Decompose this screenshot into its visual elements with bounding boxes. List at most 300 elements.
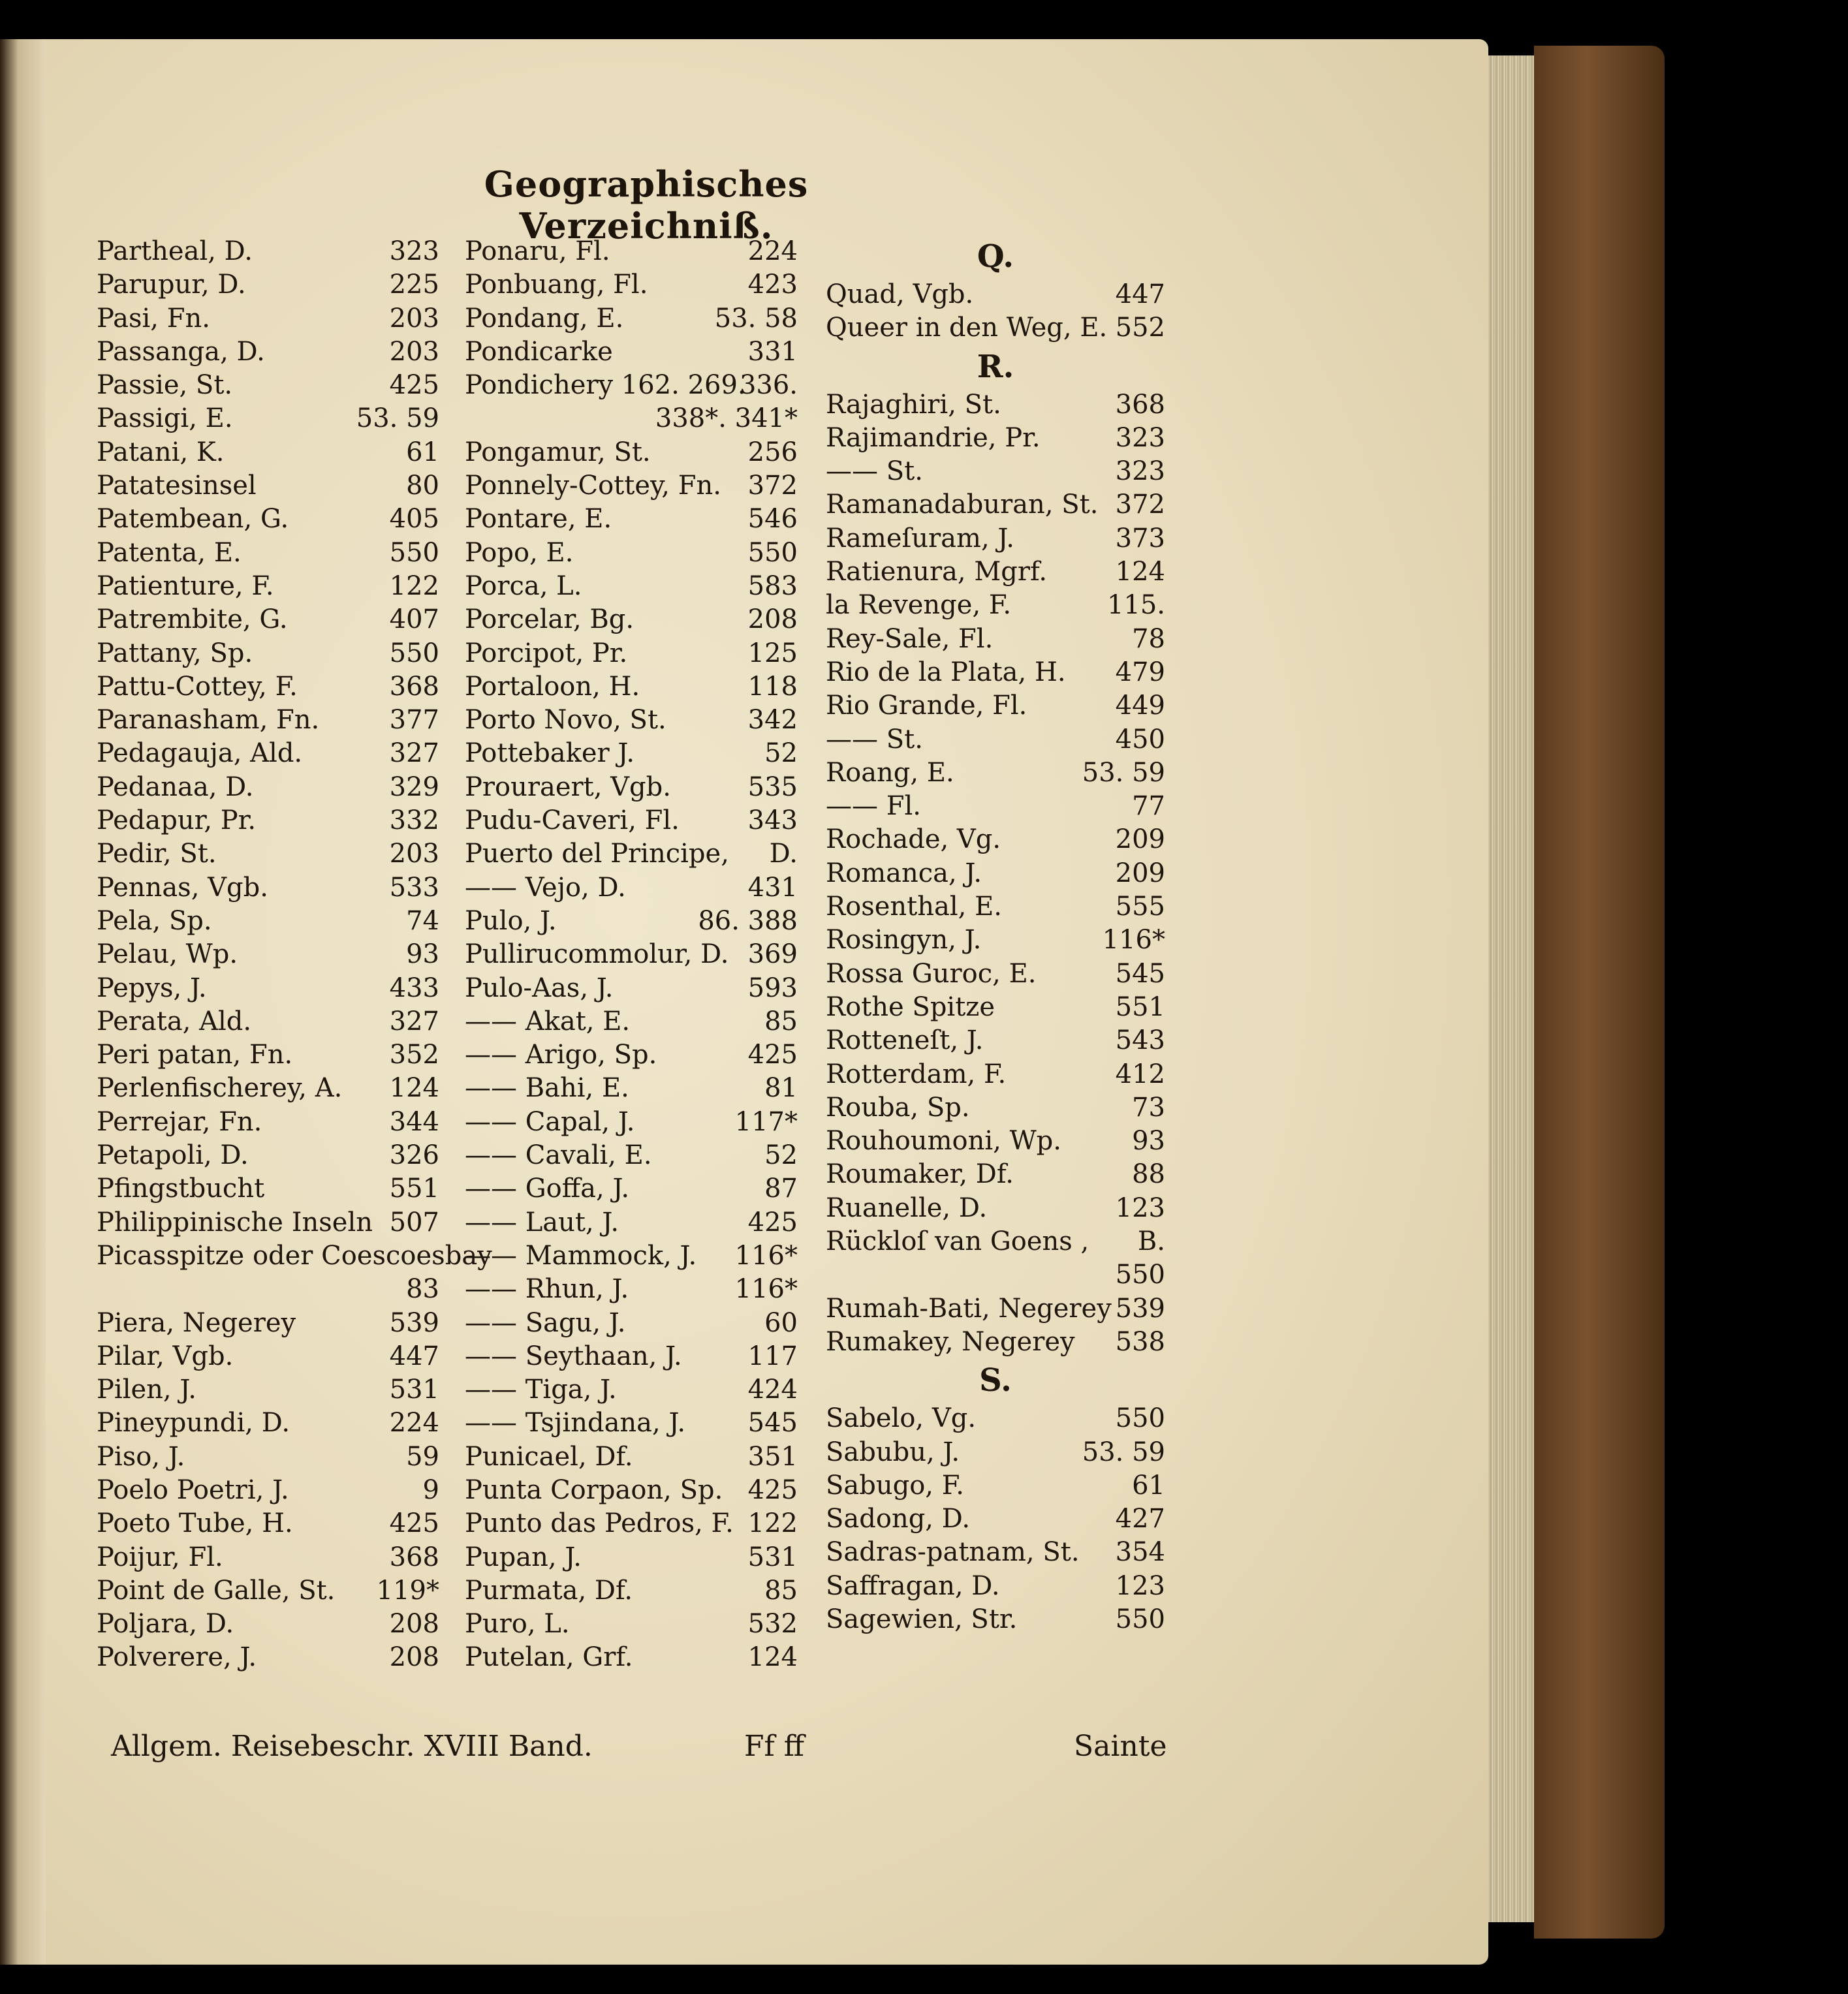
- index-entry: [465, 436, 798, 469]
- index-entry: [465, 537, 798, 570]
- entry-page-number: 203: [389, 336, 439, 367]
- index-entry: [465, 335, 798, 369]
- entry-place-name: Sabubu, J.: [826, 1437, 960, 1467]
- entry-place-name: Pilen, J.: [97, 1375, 197, 1405]
- entry-page-number: 118: [747, 671, 798, 702]
- entry-page-number: 124: [389, 1073, 439, 1104]
- index-entry: [97, 402, 439, 435]
- entry-place-name: Porcelar, Bg.: [465, 604, 634, 635]
- entry-page-number: 407: [389, 604, 439, 635]
- entry-place-name: Punto das Pedros, F.: [465, 1508, 734, 1539]
- entry-page-number: 352: [389, 1040, 439, 1070]
- entry-page-number: 85: [764, 1006, 798, 1036]
- entry-page-number: 323: [1115, 422, 1165, 453]
- entry-page-number: 115.: [1106, 590, 1165, 621]
- entry-place-name: Rochade, Vg.: [826, 824, 1001, 855]
- entry-page-number: 73: [1132, 1092, 1165, 1123]
- index-entry: [826, 1292, 1165, 1326]
- entry-page-number: 507: [389, 1207, 439, 1238]
- entry-place-name: Pineypundi, D.: [97, 1408, 290, 1439]
- entry-place-name: —— Goffa, J.: [465, 1174, 630, 1204]
- entry-page-number: 531: [747, 1542, 798, 1572]
- index-entry: [97, 1340, 439, 1373]
- entry-place-name: —— St.: [826, 724, 923, 755]
- entry-page-number: 551: [1115, 991, 1165, 1022]
- index-entry: [826, 723, 1165, 756]
- entry-place-name: Pasi, Fn.: [97, 303, 210, 334]
- index-entry: [97, 537, 439, 570]
- entry-page-number: 52: [764, 1140, 798, 1171]
- index-entry: [97, 670, 439, 704]
- entry-page-number: 93: [1132, 1126, 1165, 1157]
- entry-page-number: 203: [389, 303, 439, 334]
- index-entry: [97, 369, 439, 402]
- entry-place-name: Philippinische Inseln: [97, 1207, 373, 1238]
- entry-place-name: Sadong, D.: [826, 1504, 971, 1534]
- entry-place-name: Peri patan, Fn.: [97, 1040, 293, 1070]
- index-entry: [97, 335, 439, 369]
- entry-page-number: 539: [389, 1307, 439, 1338]
- entry-page-number: 203: [389, 839, 439, 869]
- index-entry: [465, 1474, 798, 1507]
- index-entry: [97, 972, 439, 1005]
- index-entry: [465, 1072, 798, 1105]
- index-entry: [826, 1024, 1165, 1057]
- index-entry: [97, 302, 439, 335]
- entry-page-number: 377: [389, 705, 439, 736]
- index-entry: [97, 637, 439, 670]
- entry-page-number: 77: [1132, 791, 1165, 822]
- entry-place-name: Rumah-Bati, Negerey: [826, 1293, 1112, 1324]
- index-entry: [465, 402, 798, 435]
- entry-place-name: Pennas, Vgb.: [97, 872, 268, 903]
- entry-page-number: 209: [1115, 824, 1165, 855]
- entry-place-name: Puerto del Principe,: [465, 839, 729, 869]
- index-entry: [465, 1373, 798, 1407]
- index-entry: [465, 938, 798, 971]
- entry-place-name: Patatesinsel: [97, 471, 257, 501]
- index-entry: [826, 1158, 1165, 1191]
- index-entry: [826, 555, 1165, 589]
- index-entry: [97, 1541, 439, 1574]
- entry-page-number: 351: [747, 1441, 798, 1472]
- entry-place-name: —— Capal, J.: [465, 1106, 635, 1137]
- index-entry: [826, 958, 1165, 991]
- entry-page-number: 545: [747, 1408, 798, 1439]
- entry-place-name: Pulo-Aas, J.: [465, 973, 614, 1003]
- entry-place-name: Pupan, J.: [465, 1542, 582, 1572]
- entry-page-number: 332: [389, 805, 439, 836]
- index-entry: [826, 455, 1165, 488]
- entry-page-number: 88: [1132, 1159, 1165, 1190]
- entry-place-name: Partheal, D.: [97, 236, 253, 266]
- entry-page-number: 331: [747, 336, 798, 367]
- index-entry: [465, 737, 798, 770]
- entry-place-name: Rajimandrie, Pr.: [826, 422, 1041, 453]
- index-entry: [465, 1106, 798, 1139]
- entry-page-number: 550: [389, 638, 439, 668]
- entry-place-name: Poelo Poetri, J.: [97, 1474, 289, 1505]
- index-entry: [465, 1641, 798, 1674]
- entry-page-number: 86. 388: [698, 905, 798, 936]
- entry-place-name: Perrejar, Fn.: [97, 1106, 262, 1137]
- index-entry: [826, 689, 1165, 723]
- index-entry: [826, 1091, 1165, 1125]
- entry-place-name: Sabelo, Vg.: [826, 1403, 977, 1434]
- entry-place-name: Queer in den Weg, E.: [826, 313, 1108, 343]
- index-entry: [97, 1273, 439, 1306]
- entry-page-number: 369: [747, 939, 798, 970]
- entry-page-number: 368: [1115, 389, 1165, 420]
- entry-page-number: 124: [1115, 557, 1165, 587]
- entry-page-number: 425: [747, 1040, 798, 1070]
- entry-place-name: —— Mammock, J.: [465, 1240, 697, 1271]
- entry-page-number: 338*. 341*: [655, 403, 798, 434]
- index-entry: [97, 1407, 439, 1440]
- index-entry: [465, 1005, 798, 1038]
- index-entry: [826, 890, 1165, 924]
- entry-page-number: 81: [764, 1073, 798, 1104]
- entry-page-number: 117: [747, 1341, 798, 1371]
- index-entry: [826, 756, 1165, 790]
- entry-page-number: 342: [747, 705, 798, 736]
- entry-place-name: Petapoli, D.: [97, 1140, 249, 1171]
- index-entry: [97, 905, 439, 938]
- entry-place-name: —— Cavali, E.: [465, 1140, 652, 1171]
- index-entry: [97, 1608, 439, 1641]
- index-entry: [465, 1407, 798, 1440]
- entry-page-number: 327: [389, 738, 439, 769]
- entry-place-name: Porcipot, Pr.: [465, 638, 628, 668]
- index-entry: [465, 1172, 798, 1206]
- entry-place-name: Pudu-Caveri, Fl.: [465, 805, 680, 836]
- index-entry: [97, 1641, 439, 1674]
- entry-place-name: Pfingstbucht: [97, 1174, 265, 1204]
- book-cover-edge: [1534, 46, 1665, 1939]
- entry-page-number: 124: [747, 1642, 798, 1673]
- entry-page-number: 123: [1115, 1570, 1165, 1601]
- index-letter-heading: R.: [977, 348, 1014, 385]
- entry-place-name: la Revenge, F.: [826, 590, 1012, 621]
- entry-page-number: 543: [1115, 1025, 1165, 1056]
- entry-place-name: Pilar, Vgb.: [97, 1341, 234, 1371]
- entry-place-name: Piera, Negerey: [97, 1307, 296, 1338]
- entry-page-number: 533: [389, 872, 439, 903]
- entry-place-name: Rameſuram, J.: [826, 523, 1015, 553]
- entry-page-number: 425: [389, 1508, 439, 1539]
- entry-page-number: 329: [389, 771, 439, 802]
- entry-page-number: 531: [389, 1375, 439, 1405]
- index-entry: [465, 1441, 798, 1474]
- index-entry: [97, 268, 439, 302]
- entry-page-number: 326: [389, 1140, 439, 1171]
- entry-page-number: 479: [1115, 657, 1165, 687]
- page-title: Geographisches Verzeichniß.: [484, 163, 809, 247]
- entry-place-name: —— Laut, J.: [465, 1207, 619, 1238]
- entry-page-number: 323: [389, 236, 439, 266]
- entry-place-name: Ponaru, Fl.: [465, 236, 610, 266]
- index-entry: [97, 837, 439, 871]
- entry-place-name: Putelan, Grf.: [465, 1642, 633, 1673]
- entry-page-number: 117*: [734, 1106, 798, 1137]
- index-column-3: [826, 235, 1165, 1636]
- entry-page-number: 552: [1115, 313, 1165, 343]
- entry-place-name: Pedapur, Pr.: [97, 805, 257, 836]
- footer-title: Allgem. Reisebeschr. XVIII Band.: [111, 1730, 593, 1763]
- index-entry: [97, 469, 439, 503]
- entry-place-name: Saffragan, D.: [826, 1570, 1000, 1601]
- index-entry: [465, 503, 798, 536]
- entry-place-name: Romanca, J.: [826, 858, 982, 888]
- entry-place-name: Paranasham, Fn.: [97, 705, 320, 736]
- entry-page-number: 535: [747, 771, 798, 802]
- index-entry: [826, 924, 1165, 957]
- entry-place-name: —— Tsjindana, J.: [465, 1408, 686, 1439]
- index-entry: [97, 436, 439, 469]
- entry-place-name: Pedanaa, D.: [97, 771, 254, 802]
- index-entry: [465, 603, 798, 636]
- entry-place-name: Rouba, Sp.: [826, 1092, 970, 1123]
- entry-place-name: Rio de la Plata, H.: [826, 657, 1066, 687]
- index-entry: [826, 1192, 1165, 1225]
- index-entry: [826, 1125, 1165, 1158]
- index-entry: [826, 1570, 1165, 1603]
- index-entry: [97, 1239, 492, 1273]
- index-entry: [826, 1225, 1165, 1258]
- entry-page-number: 208: [389, 1609, 439, 1640]
- index-entry: [826, 522, 1165, 555]
- index-entry: [465, 871, 798, 905]
- index-entry: [465, 771, 798, 804]
- entry-place-name: Roang, E.: [826, 757, 954, 788]
- index-entry: [465, 1139, 798, 1172]
- entry-page-number: 449: [1115, 691, 1165, 721]
- entry-place-name: Rio Grande, Fl.: [826, 691, 1027, 721]
- entry-page-number: 447: [1115, 279, 1165, 309]
- index-entry: [97, 1373, 439, 1407]
- entry-page-number: 425: [747, 1207, 798, 1238]
- entry-page-number: 209: [1115, 858, 1165, 888]
- entry-place-name: Portaloon, H.: [465, 671, 640, 702]
- entry-page-number: 545: [1115, 958, 1165, 989]
- entry-place-name: Ponbuang, Fl.: [465, 270, 648, 300]
- entry-page-number: 583: [747, 570, 798, 601]
- index-entry: [826, 1058, 1165, 1091]
- entry-place-name: Pattu-Cottey, F.: [97, 671, 298, 702]
- entry-page-number: 87: [764, 1174, 798, 1204]
- entry-place-name: Pelau, Wp.: [97, 939, 238, 970]
- index-entry: [465, 235, 798, 268]
- entry-page-number: 116*: [1102, 925, 1165, 956]
- entry-place-name: Punicael, Df.: [465, 1441, 633, 1472]
- index-entry: [465, 837, 798, 871]
- index-entry: [97, 1005, 439, 1038]
- entry-place-name: Passanga, D.: [97, 336, 265, 367]
- index-entry: [465, 268, 798, 302]
- entry-place-name: Patembean, G.: [97, 504, 289, 535]
- index-entry: [97, 235, 439, 268]
- entry-page-number: 555: [1115, 892, 1165, 922]
- index-entry: [465, 1541, 798, 1574]
- entry-page-number: 431: [747, 872, 798, 903]
- index-entry: [465, 1608, 798, 1641]
- index-entry: [97, 1172, 439, 1206]
- entry-place-name: Rosenthal, E.: [826, 892, 1002, 922]
- entry-place-name: Rückloſ van Goens ,: [826, 1226, 1089, 1257]
- index-entry: [465, 1239, 798, 1273]
- index-entry: [97, 804, 439, 837]
- index-entry: [465, 1206, 798, 1239]
- entry-place-name: —— Bahi, E.: [465, 1073, 629, 1104]
- index-entry: [97, 704, 439, 737]
- book-gutter: [0, 39, 46, 1965]
- entry-place-name: Rouhoumoni, Wp.: [826, 1126, 1061, 1157]
- index-entry: [97, 1139, 439, 1172]
- index-entry: [826, 589, 1165, 622]
- index-entry: [97, 570, 439, 603]
- entry-page-number: 425: [747, 1474, 798, 1505]
- entry-page-number: 60: [764, 1307, 798, 1338]
- index-entry: [97, 1507, 439, 1540]
- entry-page-number: 256: [747, 437, 798, 467]
- index-entry: [826, 857, 1165, 890]
- index-entry: [826, 311, 1165, 345]
- entry-place-name: Ratienura, Mgrf.: [826, 557, 1048, 587]
- entry-page-number: 336.: [739, 370, 798, 401]
- entry-place-name: Ramanadaburan, St.: [826, 490, 1099, 520]
- entry-place-name: Pondichery 162. 269.: [465, 370, 746, 401]
- entry-page-number: 225: [389, 270, 439, 300]
- index-entry: [826, 1402, 1165, 1435]
- entry-page-number: 539: [1115, 1293, 1165, 1324]
- entry-page-number: 53. 59: [356, 403, 439, 434]
- index-entry: [826, 1326, 1165, 1359]
- entry-place-name: Pedir, St.: [97, 839, 217, 869]
- index-entry: [826, 623, 1165, 656]
- index-entry: [826, 656, 1165, 689]
- page-edges: [1488, 55, 1534, 1922]
- index-column-2: [465, 235, 798, 1675]
- entry-place-name: Pottebaker J.: [465, 738, 635, 769]
- entry-place-name: Quad, Vgb.: [826, 279, 974, 309]
- entry-place-name: Punta Corpaon, Sp.: [465, 1474, 723, 1505]
- index-letter-heading: S.: [979, 1362, 1012, 1399]
- index-entry: [97, 1474, 439, 1507]
- index-entry: [97, 871, 439, 905]
- entry-place-name: Pondang, E.: [465, 303, 624, 334]
- entry-place-name: Porto Novo, St.: [465, 705, 666, 736]
- index-entry: [826, 422, 1165, 455]
- index-entry: [97, 503, 439, 536]
- index-entry: [97, 1307, 439, 1340]
- index-entry: [826, 1469, 1165, 1503]
- entry-place-name: Patrembite, G.: [97, 604, 288, 635]
- entry-place-name: Polverere, J.: [97, 1642, 257, 1673]
- index-entry: [826, 278, 1165, 311]
- index-entry: [465, 670, 798, 704]
- entry-place-name: Roumaker, Df.: [826, 1159, 1014, 1190]
- index-entry: [826, 488, 1165, 522]
- entry-place-name: —— Fl.: [826, 791, 921, 822]
- index-entry: [97, 737, 439, 770]
- entry-page-number: 93: [406, 939, 439, 970]
- index-entry: [97, 938, 439, 971]
- index-column-1: [97, 235, 492, 1675]
- entry-place-name: Passie, St.: [97, 370, 233, 401]
- index-entry: [465, 369, 798, 402]
- entry-page-number: 80: [406, 471, 439, 501]
- index-entry: [97, 1441, 439, 1474]
- index-entry: [465, 1507, 798, 1540]
- entry-page-number: 116*: [734, 1240, 798, 1271]
- entry-page-number: 546: [747, 504, 798, 535]
- entry-page-number: 372: [1115, 490, 1165, 520]
- entry-page-number: 53. 59: [1082, 1437, 1165, 1467]
- entry-page-number: 427: [1115, 1504, 1165, 1534]
- entry-page-number: 532: [747, 1609, 798, 1640]
- entry-place-name: Purmata, Df.: [465, 1575, 633, 1606]
- entry-page-number: 53. 59: [1082, 757, 1165, 788]
- entry-page-number: 550: [389, 537, 439, 568]
- entry-page-number: 323: [1115, 456, 1165, 487]
- entry-place-name: Pontare, E.: [465, 504, 612, 535]
- index-entry: [465, 1038, 798, 1072]
- entry-page-number: 538: [1115, 1326, 1165, 1357]
- index-entry: [465, 1574, 798, 1608]
- entry-page-number: 593: [747, 973, 798, 1003]
- entry-place-name: Passigi, E.: [97, 403, 233, 434]
- entry-place-name: Puro, L.: [465, 1609, 570, 1640]
- entry-place-name: Sadras-patnam, St.: [826, 1537, 1080, 1568]
- entry-page-number: 550: [1115, 1403, 1165, 1434]
- entry-place-name: —— Vejo, D.: [465, 872, 626, 903]
- index-entry: [826, 388, 1165, 422]
- entry-place-name: Perata, Ald.: [97, 1006, 252, 1036]
- entry-place-name: Patienture, F.: [97, 570, 274, 601]
- entry-page-number: 550: [747, 537, 798, 568]
- entry-place-name: Rumakey, Negerey: [826, 1326, 1075, 1357]
- index-entry: [826, 1436, 1165, 1469]
- entry-page-number: 74: [406, 905, 439, 936]
- entry-place-name: Sagewien, Str.: [826, 1604, 1018, 1634]
- footer-catchword: Sainte: [1074, 1730, 1167, 1763]
- entry-place-name: Poeto Tube, H.: [97, 1508, 293, 1539]
- entry-page-number: 123: [1115, 1192, 1165, 1223]
- entry-page-number: 354: [1115, 1537, 1165, 1568]
- entry-page-number: B.: [1137, 1226, 1165, 1257]
- entry-place-name: —— Seythaan, J.: [465, 1341, 682, 1371]
- entry-page-number: 433: [389, 973, 439, 1003]
- entry-page-number: 116*: [734, 1274, 798, 1305]
- entry-place-name: Pulo, J.: [465, 905, 557, 936]
- entry-page-number: 372: [747, 471, 798, 501]
- index-entry: [826, 1258, 1165, 1292]
- index-entry: [465, 1307, 798, 1340]
- entry-page-number: 224: [389, 1408, 439, 1439]
- index-entry: [97, 1038, 439, 1072]
- entry-page-number: 551: [389, 1174, 439, 1204]
- entry-page-number: 424: [747, 1375, 798, 1405]
- index-entry: [826, 823, 1165, 856]
- index-entry: [465, 1273, 798, 1306]
- entry-page-number: 550: [1115, 1260, 1165, 1290]
- entry-page-number: 368: [389, 1542, 439, 1572]
- entry-page-number: 224: [747, 236, 798, 266]
- index-entry: [465, 637, 798, 670]
- index-entry: [465, 469, 798, 503]
- entry-place-name: Ruanelle, D.: [826, 1192, 988, 1223]
- entry-place-name: Prouraert, Vgb.: [465, 771, 671, 802]
